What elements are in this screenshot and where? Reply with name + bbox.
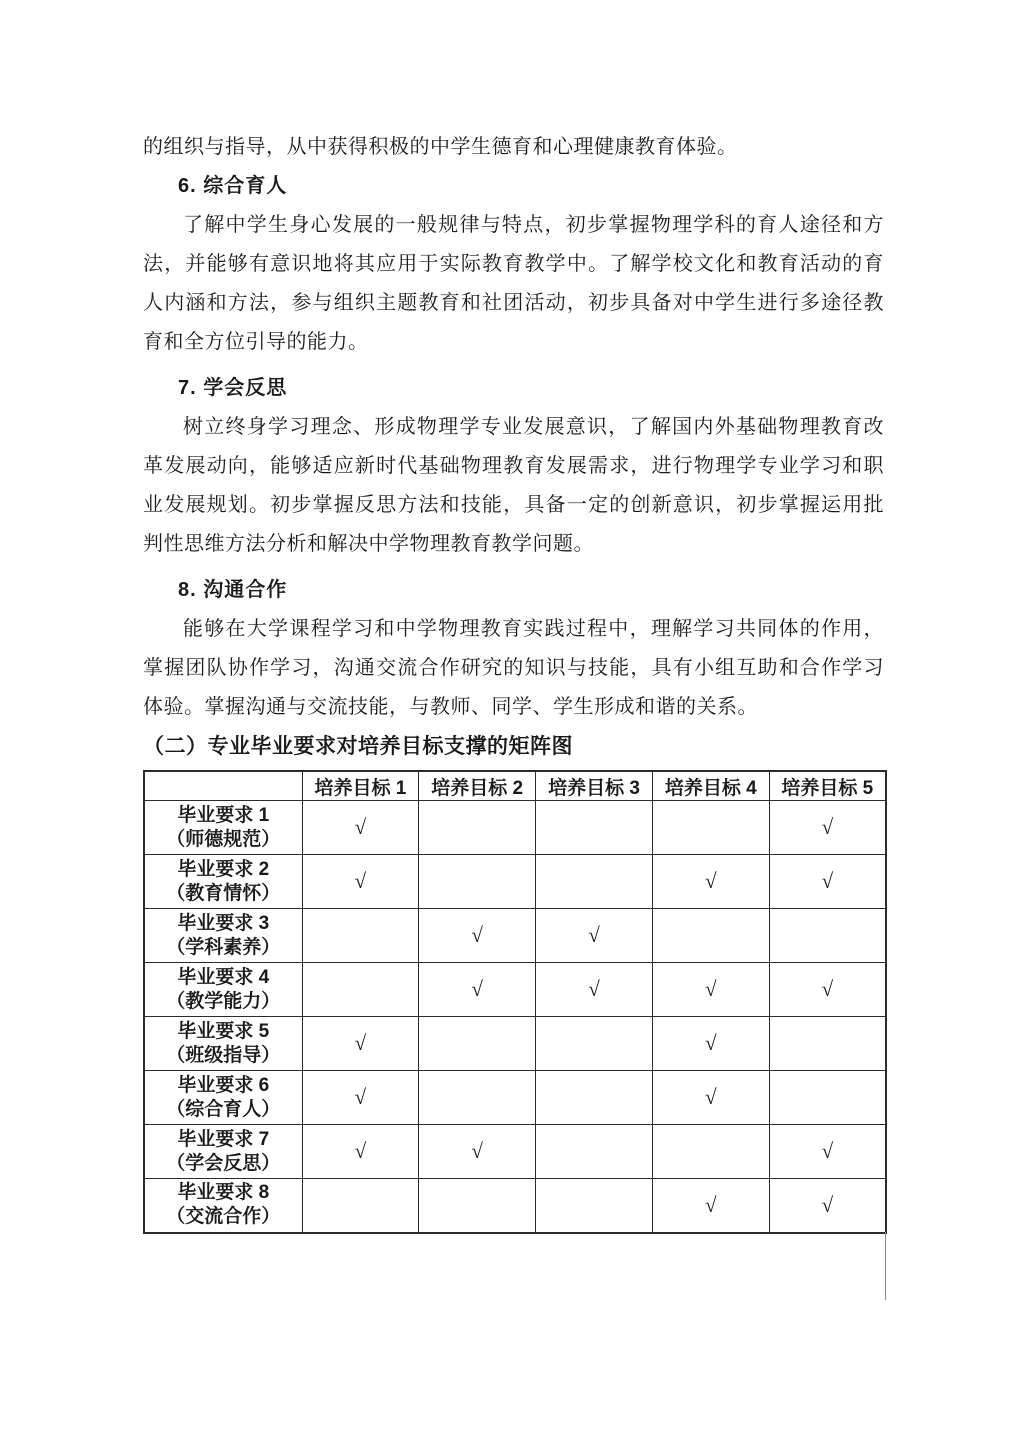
row-label-title: 毕业要求 5: [177, 1020, 270, 1042]
matrix-check-cell: √: [419, 1125, 536, 1179]
matrix-check-cell: [302, 963, 419, 1017]
matrix-corner-cell: [144, 771, 302, 801]
paragraph-line: 体验。掌握沟通与交流技能，与教师、同学、学生形成和谐的关系。: [143, 696, 758, 718]
paragraph-line: 人内涵和方法，参与组织主题教育和社团活动，初步具备对中学生进行多途径教: [143, 292, 884, 314]
row-label-title: 毕业要求 4: [177, 966, 270, 988]
matrix-check-cell: √: [769, 1125, 886, 1179]
matrix-col-header-4: 培养目标 4: [652, 771, 769, 801]
matrix-check-cell: √: [652, 1179, 769, 1233]
matrix-check-cell: √: [769, 963, 886, 1017]
row-label-title: 毕业要求 2: [177, 858, 270, 880]
matrix-check-cell: [536, 1125, 653, 1179]
matrix-check-cell: √: [536, 963, 653, 1017]
matrix-check-cell: √: [769, 801, 886, 855]
matrix-check-cell: [652, 909, 769, 963]
matrix-row-3: [144, 909, 886, 963]
row-label-subtitle: （教学能力）: [166, 990, 281, 1012]
matrix-check-cell: [536, 1071, 653, 1125]
paragraph-line: 革发展动向，能够适应新时代基础物理教育发展需求，进行物理学专业学习和职: [143, 455, 884, 477]
matrix-row-4: [144, 963, 886, 1017]
row-label-title: 毕业要求 3: [177, 912, 270, 934]
paragraph-line: 能够在大学课程学习和中学物理教育实践过程中，理解学习共同体的作用，: [183, 618, 884, 640]
paragraph-line: 业发展规划。初步掌握反思方法和技能，具备一定的创新意识，初步掌握运用批: [143, 494, 884, 516]
matrix-row-label: [144, 1017, 302, 1071]
matrix-row-label: [144, 963, 302, 1017]
paragraph-line: 树立终身学习理念、形成物理学专业发展意识，了解国内外基础物理教育改: [183, 416, 884, 438]
row-label-subtitle: （学科素养）: [166, 936, 281, 958]
paragraph-line: 育和全方位引导的能力。: [143, 331, 369, 353]
matrix-check-cell: [536, 1017, 653, 1071]
row-label-title: 毕业要求 7: [177, 1128, 270, 1150]
matrix-check-cell: √: [302, 1071, 419, 1125]
paragraph-line: 判性思维方法分析和解决中学物理教育教学问题。: [143, 533, 594, 555]
matrix-row-label: [144, 1071, 302, 1125]
row-label-subtitle: （综合育人）: [166, 1098, 281, 1120]
matrix-row-5: [144, 1017, 886, 1071]
row-label-title: 毕业要求 8: [177, 1182, 270, 1204]
row-label-subtitle: （交流合作）: [166, 1206, 281, 1228]
section-heading-8: 8. 沟通合作: [178, 579, 288, 601]
matrix-check-cell: √: [769, 855, 886, 909]
matrix-header-row: [144, 771, 886, 801]
matrix-check-cell: [419, 801, 536, 855]
section-heading-7: 7. 学会反思: [178, 377, 288, 399]
matrix-check-cell: √: [652, 1071, 769, 1125]
support-matrix-table: [143, 770, 887, 1234]
matrix-check-cell: √: [652, 1017, 769, 1071]
matrix-check-cell: √: [302, 855, 419, 909]
matrix-check-cell: [536, 801, 653, 855]
matrix-check-cell: [536, 1179, 653, 1233]
matrix-check-cell: [769, 1071, 886, 1125]
matrix-check-cell: √: [652, 855, 769, 909]
matrix-row-label: [144, 855, 302, 909]
matrix-row-label: [144, 1179, 302, 1233]
row-label-title: 毕业要求 6: [177, 1074, 270, 1096]
matrix-row-1: [144, 801, 886, 855]
matrix-check-cell: [419, 1017, 536, 1071]
row-label-subtitle: （班级指导）: [166, 1044, 281, 1066]
matrix-check-cell: [652, 1125, 769, 1179]
row-label-subtitle: （师德规范）: [166, 828, 281, 850]
matrix-check-cell: √: [536, 909, 653, 963]
matrix-check-cell: [302, 1179, 419, 1233]
matrix-check-cell: √: [302, 1017, 419, 1071]
matrix-row-label: [144, 801, 302, 855]
matrix-col-header-1: 培养目标 1: [302, 771, 419, 801]
matrix-section-heading: （二）专业毕业要求对培养目标支撑的矩阵图: [143, 735, 573, 758]
matrix-check-cell: √: [419, 909, 536, 963]
row-label-subtitle: （教育情怀）: [166, 882, 281, 904]
matrix-check-cell: √: [419, 963, 536, 1017]
paragraph-line: 了解中学生身心发展的一般规律与特点，初步掌握物理学科的育人途径和方: [183, 214, 884, 236]
matrix-check-cell: [419, 1179, 536, 1233]
matrix-check-cell: [652, 801, 769, 855]
page-edge-artifact-line: [885, 1232, 886, 1300]
matrix-row-8: [144, 1179, 886, 1233]
matrix-col-header-2: 培养目标 2: [419, 771, 536, 801]
matrix-col-header-3: 培养目标 3: [536, 771, 653, 801]
matrix-check-cell: √: [302, 1125, 419, 1179]
matrix-check-cell: [419, 855, 536, 909]
matrix-check-cell: [302, 909, 419, 963]
paragraph-line: 法，并能够有意识地将其应用于实际教育教学中。了解学校文化和教育活动的育: [143, 253, 884, 275]
matrix-col-header-5: 培养目标 5: [769, 771, 886, 801]
matrix-check-cell: [536, 855, 653, 909]
document-content: [143, 0, 884, 1234]
matrix-row-label: [144, 1125, 302, 1179]
matrix-row-2: [144, 855, 886, 909]
matrix-check-cell: [419, 1071, 536, 1125]
matrix-row-label: [144, 909, 302, 963]
matrix-row-6: [144, 1071, 886, 1125]
matrix-check-cell: √: [769, 1179, 886, 1233]
paragraph-line: 掌握团队协作学习，沟通交流合作研究的知识与技能，具有小组互助和合作学习: [143, 657, 884, 679]
matrix-check-cell: [769, 1017, 886, 1071]
row-label-title: 毕业要求 1: [177, 804, 270, 826]
matrix-check-cell: [769, 909, 886, 963]
matrix-check-cell: √: [652, 963, 769, 1017]
matrix-check-cell: √: [302, 801, 419, 855]
section-heading-6: 6. 综合育人: [178, 175, 288, 197]
paragraph-continuation-line: 的组织与指导，从中获得积极的中学生德育和心理健康教育体验。: [143, 136, 738, 158]
matrix-row-7: [144, 1125, 886, 1179]
row-label-subtitle: （学会反思）: [166, 1152, 281, 1174]
